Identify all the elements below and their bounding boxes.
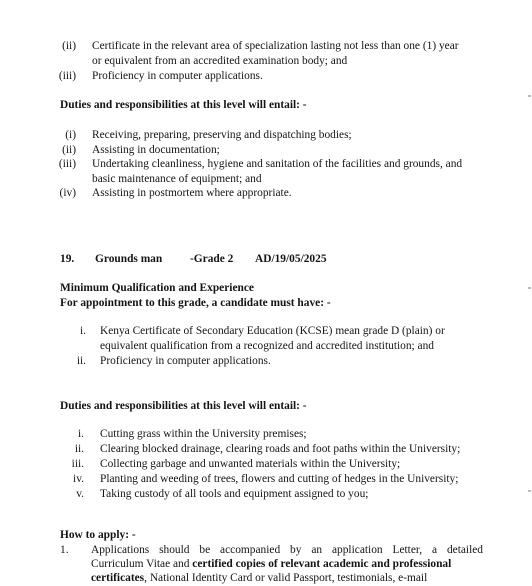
list-item-line: Assisting in documentation; — [92, 144, 220, 156]
job-reference: AD/19/05/2025 — [255, 253, 327, 265]
list-number: i. — [79, 325, 86, 337]
scan-mark — [528, 95, 531, 97]
emphasis-text: certified copies of relevant academic and professional — [192, 558, 452, 570]
list-item-line: basic maintenance of equipment; and — [92, 173, 262, 185]
paragraph-text: Curriculum Vitae and — [91, 558, 193, 570]
job-grade: -Grade 2 — [190, 253, 234, 265]
list-item-line: Proficiency in computer applications. — [92, 70, 263, 82]
section-heading: Minimum Qualification and Experience — [60, 282, 254, 294]
list-item-line: Planting and weeding of trees, flowers and cutting of hedges in the University; — [100, 473, 459, 485]
list-item-line: Collecting garbage and unwanted materials within the University; — [100, 458, 401, 470]
list-item-line: Cutting grass within the University premises; — [100, 428, 307, 440]
section-heading: How to apply: - — [60, 529, 136, 541]
list-number: (i) — [65, 129, 76, 141]
list-number: (iii) — [58, 70, 76, 82]
list-item-line: Certificate in the relevant area of specialization lasting not less than one (1) year — [92, 40, 459, 52]
section-heading: Duties and responsibilities at this level will entail: - — [60, 99, 307, 111]
paragraph-text: , National Identity Card or valid Passport, testimonials, e-mail — [144, 572, 428, 584]
list-number: iii. — [71, 458, 84, 470]
scan-mark — [528, 287, 531, 289]
job-number: 19. — [60, 253, 75, 265]
section-heading: Duties and responsibilities at this level will entail: - — [60, 400, 307, 412]
list-number: (iii) — [58, 158, 76, 170]
list-number: (iv) — [59, 187, 76, 199]
list-item-line: Clearing blocked drainage, clearing roads and foot paths within the University; — [100, 443, 461, 455]
list-item-line: Assisting in postmortem where appropriate. — [92, 187, 292, 199]
list-item-line: Undertaking cleanliness, hygiene and sanitation of the facilities and grounds, and — [92, 158, 463, 170]
list-number: (ii) — [62, 40, 76, 52]
section-heading: For appointment to this grade, a candidate must have: - — [60, 297, 331, 309]
list-number: 1. — [60, 544, 69, 556]
list-item-line: equivalent qualification from a recognized and accredited institution; and — [100, 340, 434, 352]
list-item-line: Proficiency in computer applications. — [100, 355, 271, 367]
emphasis-text: certificates — [91, 572, 145, 584]
paragraph-line — [91, 571, 483, 586]
list-number: iv. — [73, 473, 84, 485]
list-number: i. — [77, 428, 84, 440]
paragraph-line — [91, 557, 483, 572]
list-item-line: or equivalent from an accredited examination body; and — [92, 55, 348, 67]
paragraph-line: Applications should be accompanied by an application Letter, a detailed — [91, 544, 483, 556]
scan-mark — [528, 490, 531, 492]
list-number: (ii) — [62, 144, 76, 156]
list-item-line: Receiving, preparing, preserving and dispatching bodies; — [92, 129, 352, 141]
list-number: ii. — [74, 443, 84, 455]
list-item-line: Taking custody of all tools and equipment assigned to you; — [100, 488, 369, 500]
job-title: Grounds man — [95, 253, 163, 265]
list-number: v. — [76, 488, 84, 500]
list-item-line: Kenya Certificate of Secondary Education (KCSE) mean grade D (plain) or — [100, 325, 445, 337]
list-number: ii. — [76, 355, 86, 367]
